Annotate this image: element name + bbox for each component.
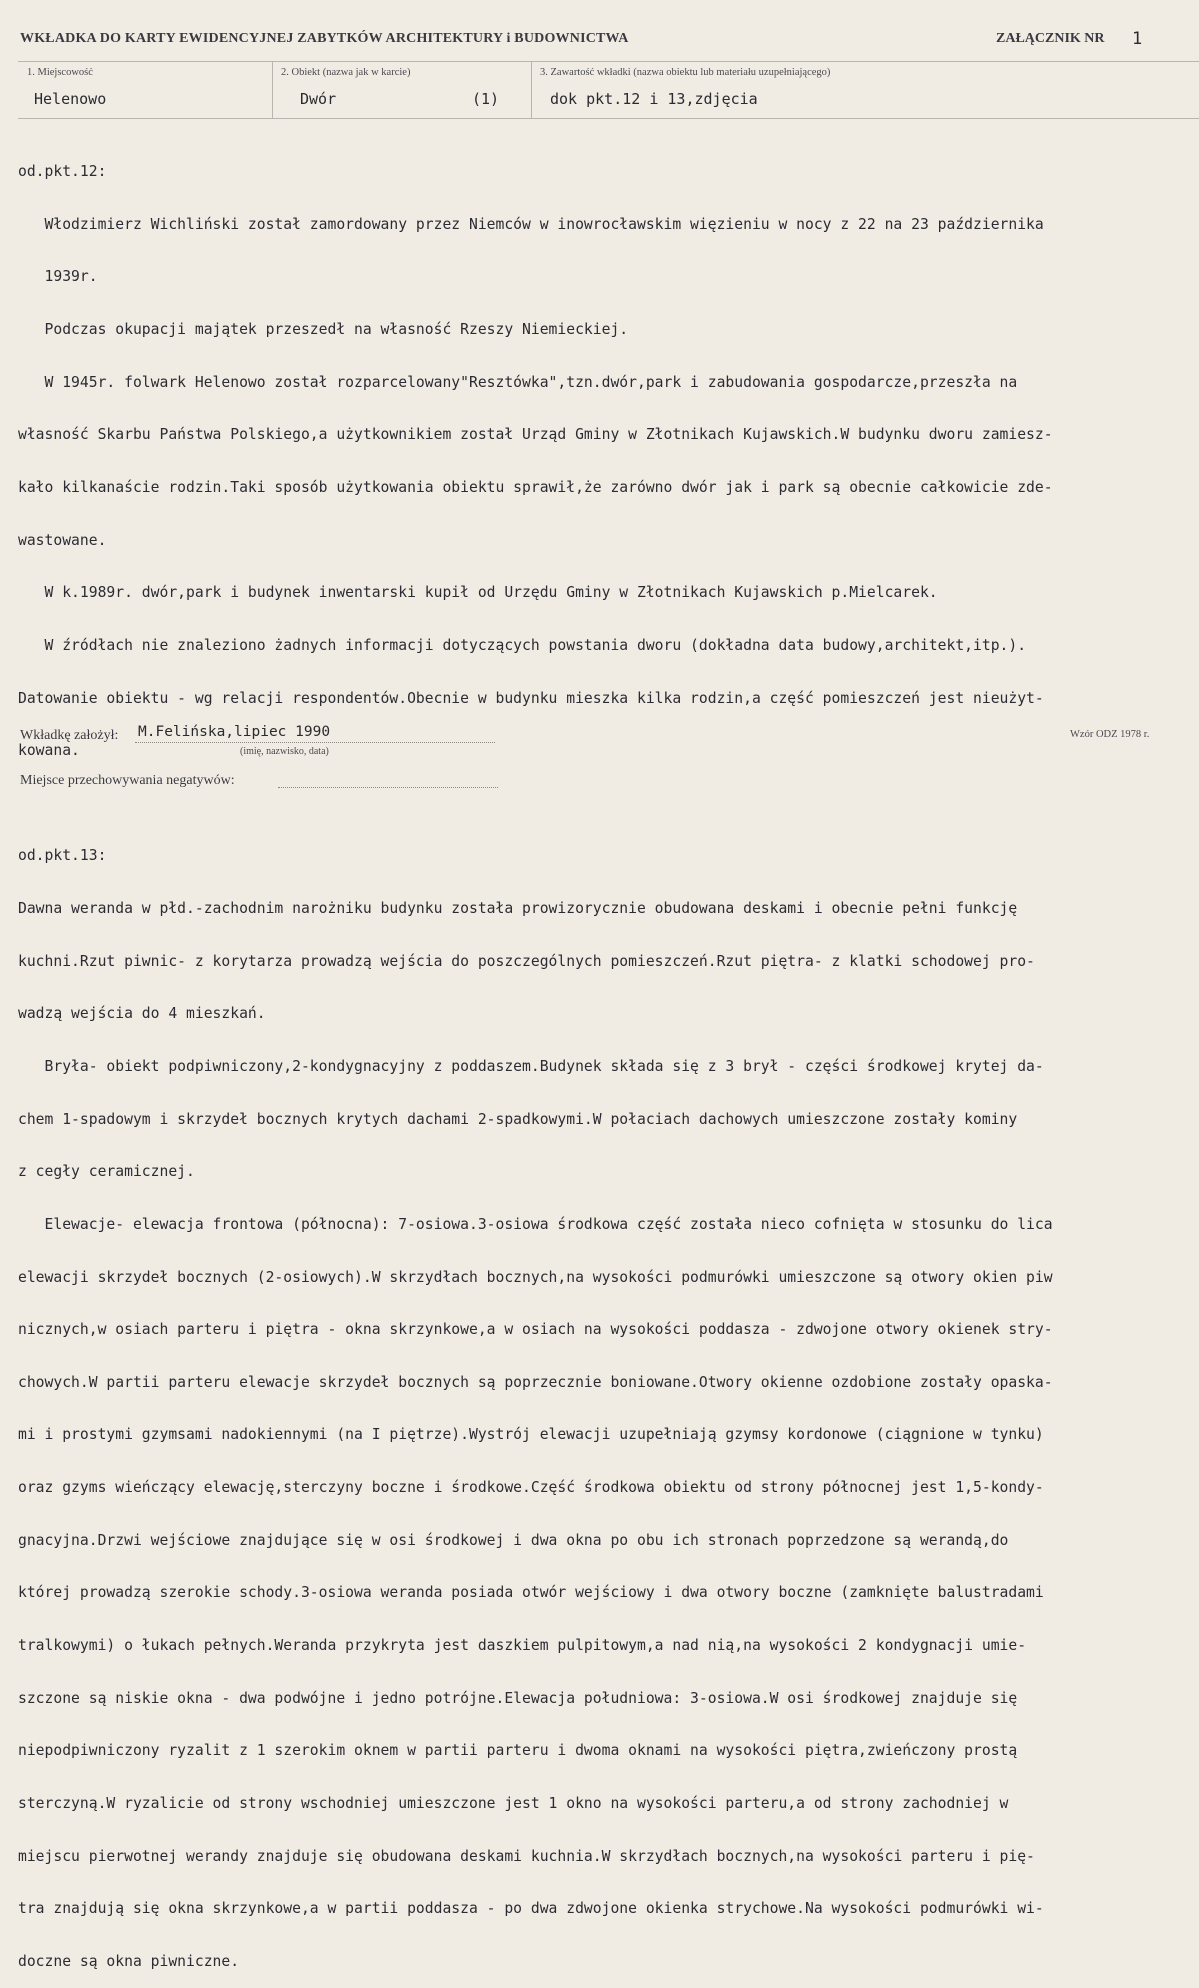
body-line: chem 1-spadowym i skrzydeł bocznych krytych dachami 2-spadkowymi.W połaciach dachowych umieszczone zostały kominy [18,1110,1018,1128]
body-line: wastowane. [18,531,107,549]
body-line: szczone są niskie okna - dwa podwójne i jedno potrójne.Elewacja południowa: 3-osiowa.W osi środkowej znajduje się [18,1689,1018,1707]
typed-body [18,128,1194,1988]
negatives-dotted-line [278,787,498,788]
field-box-bottom-rule [18,118,1199,119]
body-line: Elewacje- elewacja frontowa (północna): 7-osiowa.3-osiowa środkowa część została nieco cofnięta w stosunku do lica [18,1215,1053,1233]
object-value: Dwór [300,90,337,108]
template-label: Wzór ODZ 1978 r. [1070,729,1150,740]
author-value: M.Felińska,lipiec 1990 [138,724,331,740]
object-label: 2. Obiekt (nazwa jak w karcie) [281,67,411,78]
body-line: gnacyjna.Drzwi wejściowe znajdujące się w osi środkowej i dwa okna po obu ich stronach poprzedzone są werandą,do [18,1531,1009,1549]
field-divider-1 [272,61,273,119]
negatives-label: Miejsce przechowywania negatywów: [20,773,235,788]
body-line [18,795,1194,813]
location-value: Helenowo [34,90,107,108]
body-line: tra znajdują się okna skrzynkowe,a w partii poddasza - po dwa zdwojone okienka strychowe.Na wysokości podmurówki wi- [18,1900,1044,1918]
content-label: 3. Zawartość wkładki (nazwa obiektu lub materiału uzupełniającego) [540,67,831,78]
body-line: chowych.W partii parteru elewacje skrzydeł bocznych są poprzecznie boniowane.Otwory okienne ozdobione zostały opaska- [18,1373,1053,1391]
author-dotted-line [135,742,495,743]
body-line: W źródłach nie znaleziono żadnych informacji dotyczących powstania dworu (dokładna data budowy,architekt,itp.). [18,636,1027,654]
body-line: tralkowymi) o łukach pełnych.Weranda przykryta jest daszkiem pulpitowym,a nad nią,na wysokości 2 kondygnacji umie- [18,1637,1027,1655]
body-line: Bryła- obiekt podpiwniczony,2-kondygnacyjny z poddaszem.Budynek składa się z 3 brył - części środkowej krytej da- [18,1057,1044,1075]
content-value: dok pkt.12 i 13,zdjęcia [550,90,758,108]
attachment-label: ZAŁĄCZNIK NR [996,31,1105,46]
body-line: miejscu pierwotnej werandy znajduje się obudowana deskami kuchnia.W skrzydłach bocznych,na wysokości parteru i pię- [18,1847,1035,1865]
body-line: kało kilkanaście rodzin.Taki sposób użytkowania obiektu sprawił,że zarówno dwór jak i park są obecnie całkowicie zde- [18,478,1053,496]
body-line: od.pkt.13: [18,847,107,865]
author-label: Wkładkę założył: [20,728,119,743]
author-hint: (imię, nazwisko, data) [240,746,329,757]
body-line: doczne są okna piwniczne. [18,1952,240,1970]
body-line: W k.1989r. dwór,park i budynek inwentarski kupił od Urzędu Gminy w Złotnikach Kujawskich p.Mielcarek. [18,584,938,602]
object-number: (1) [472,90,500,108]
body-line: oraz gzyms wieńczący elewację,sterczyny boczne i środkowe.Część środkowa obiektu od strony północnej jest 1,5-kondy- [18,1479,1044,1497]
body-line: mi i prostymi gzymsami nadokiennymi (na I piętrze).Wystrój elewacji uzupełniają gzymsy kordonowe (ciągnione w tynku) [18,1426,1044,1444]
field-divider-2 [531,61,532,119]
body-line: z cegły ceramicznej. [18,1163,195,1181]
body-line: Dawna weranda w płd.-zachodnim narożniku budynku została prowizorycznie obudowana deskami i obecnie pełni funkcję [18,900,1018,918]
body-line: własność Skarbu Państwa Polskiego,a użytkownikiem został Urząd Gminy w Złotnikach Kujawskich.W budynku dworu zamiesz- [18,426,1053,444]
field-box-top-rule [18,61,1199,62]
body-line: kowana. [18,742,80,760]
body-line: 1939r. [18,268,98,286]
body-line: elewacji skrzydeł bocznych (2-osiowych).W skrzydłach bocznych,na wysokości podmurówki umieszczone są otwory okien piw [18,1268,1053,1286]
body-line: wadzą wejścia do 4 mieszkań. [18,1005,266,1023]
body-line: nicznych,w osiach parteru i piętra - okna skrzynkowe,a w osiach na wysokości poddasza - zdwojone otwory okienek stry- [18,1321,1053,1339]
body-line: niepodpiwniczony ryzalit z 1 szerokim oknem w partii parteru i dwoma oknami na wysokości piętra,zwieńczony prostą [18,1742,1018,1760]
attachment-number: 1 [1132,29,1143,49]
form-title: WKŁADKA DO KARTY EWIDENCYJNEJ ZABYTKÓW ARCHITEKTURY i BUDOWNICTWA [20,31,629,46]
body-line: której prowadzą szerokie schody.3-osiowa weranda posiada otwór wejściowy i dwa otwory boczne (zamknięte balustradami [18,1584,1044,1602]
body-line: W 1945r. folwark Helenowo został rozparcelowany"Resztówka",tzn.dwór,park i zabudowania gospodarcze,przeszła na [18,373,1018,391]
location-label: 1. Miejscowość [27,67,93,78]
body-line: sterczyną.W ryzalicie od strony wschodniej umieszczone jest 1 okno na wysokości parteru,a od strony zachodniej w [18,1794,1009,1812]
body-line: Włodzimierz Wichliński został zamordowany przez Niemców w inowrocławskim więzieniu w nocy z 22 na 23 października [18,215,1044,233]
body-line: Podczas okupacji majątek przeszedł na własność Rzeszy Niemieckiej. [18,321,629,339]
body-line: Datowanie obiektu - wg relacji respondentów.Obecnie w budynku mieszka kilka rodzin,a część pomieszczeń jest nieużyt- [18,689,1044,707]
body-line: od.pkt.12: [18,163,107,181]
body-line: kuchni.Rzut piwnic- z korytarza prowadzą wejścia do poszczególnych pomieszczeń.Rzut piętra- z klatki schodowej pro- [18,952,1035,970]
